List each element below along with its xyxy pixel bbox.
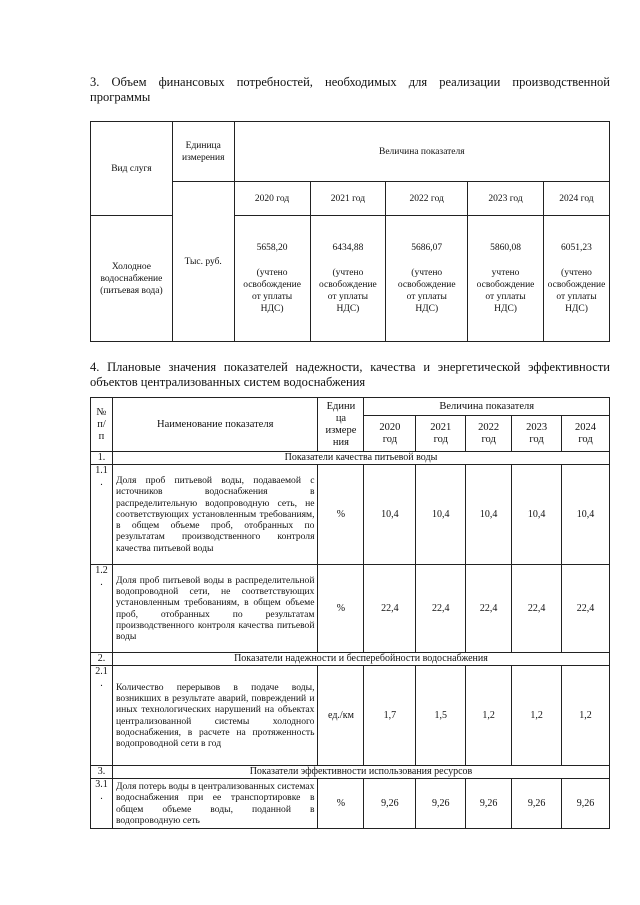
value-2024: 10,4 bbox=[562, 465, 610, 565]
value-2023: 9,26 bbox=[512, 779, 562, 829]
note-2024: (учтено освобождение от уплаты НДС) bbox=[547, 268, 606, 314]
value-2024: 9,26 bbox=[562, 779, 610, 829]
value-2024: 22,4 bbox=[562, 565, 610, 653]
year-2024: 2024 год bbox=[543, 182, 609, 216]
section-title: Показатели эффективности использования ресурсов bbox=[112, 766, 609, 779]
indicator-name: Доля проб питьевой воды в распределительной водопроводной сети, не соответствующих установленным требованиям, в общем объеме проб, отобранных по результатам производственного контроля качества питьевой воды bbox=[112, 565, 318, 653]
value-2023: 10,4 bbox=[512, 465, 562, 565]
year-2020: 2020 год bbox=[234, 182, 310, 216]
value-2020: 5658,20 bbox=[256, 243, 288, 253]
section3-title: 3. Объем финансовых потребностей, необходимых для реализации производственной программы bbox=[90, 75, 610, 104]
value-cell bbox=[310, 216, 386, 342]
value-2022: 1,2 bbox=[466, 666, 512, 766]
value-2020: 1,7 bbox=[364, 666, 416, 766]
year-2023: 2023 год bbox=[512, 416, 562, 452]
value-cell bbox=[468, 216, 544, 342]
indicator-name: Количество перерывов в подаче воды, возникших в результате аварий, повреждений и иных технологических нарушений на объектах централизованной системы холодного водоснабжения, в расчете на протяженность водопроводной сети в год bbox=[112, 666, 318, 766]
row-num: 1.2 . bbox=[91, 565, 113, 653]
row-num: 2.1 . bbox=[91, 666, 113, 766]
indicator-name: Доля проб питьевой воды, подаваемой с источников водоснабжения в распределительную водопроводную сеть, не соответствующих установленным требованиям, в общем объеме проб, отобранных по результатам производственного контроля качества питьевой воды bbox=[112, 465, 318, 565]
value-2023: 22,4 bbox=[512, 565, 562, 653]
value-2021: 6434,88 bbox=[332, 243, 364, 253]
value-2021: 9,26 bbox=[416, 779, 466, 829]
indicator-name: Доля потерь воды в централизованных системах водоснабжения при ее транспортировке в общем объеме воды, поданной в водопроводную сеть bbox=[112, 779, 318, 829]
value-2022: 10,4 bbox=[466, 465, 512, 565]
year-2024: 2024 год bbox=[562, 416, 610, 452]
section-num: 2. bbox=[91, 653, 113, 666]
header-name: Наименование показателя bbox=[112, 398, 318, 452]
unit-cell: Тыс. руб. bbox=[172, 182, 234, 342]
year-2021: 2021 год bbox=[310, 182, 386, 216]
year-2023: 2023 год bbox=[468, 182, 544, 216]
year-2021: 2021 год bbox=[416, 416, 466, 452]
indicators-table bbox=[90, 397, 610, 829]
value-2024: 1,2 bbox=[562, 666, 610, 766]
header-service: Вид слугя bbox=[91, 122, 173, 216]
indicator-unit: % bbox=[318, 465, 364, 565]
note-2023: учтено освобождение от уплаты НДС) bbox=[476, 268, 535, 314]
section-title: Показатели качества питьевой воды bbox=[112, 452, 609, 465]
note-2020: (учтено освобождение от уплаты НДС) bbox=[243, 268, 301, 314]
value-2022: 9,26 bbox=[466, 779, 512, 829]
section-num: 3. bbox=[91, 766, 113, 779]
value-cell bbox=[386, 216, 468, 342]
financial-needs-table bbox=[90, 121, 610, 342]
row-num: 3.1 . bbox=[91, 779, 113, 829]
indicator-unit: ед./км bbox=[318, 666, 364, 766]
value-2024: 6051,23 bbox=[561, 243, 592, 253]
value-2020: 10,4 bbox=[364, 465, 416, 565]
year-2020: 2020 год bbox=[364, 416, 416, 452]
note-2021: (учтено освобождение от уплаты НДС) bbox=[319, 268, 377, 314]
section-title: Показатели надежности и бесперебойности водоснабжения bbox=[112, 653, 609, 666]
value-2023: 5860,08 bbox=[490, 243, 521, 253]
year-2022: 2022 год bbox=[466, 416, 512, 452]
row-num: 1.1 . bbox=[91, 465, 113, 565]
value-2020: 22,4 bbox=[364, 565, 416, 653]
value-2022: 22,4 bbox=[466, 565, 512, 653]
value-cell bbox=[234, 216, 310, 342]
indicator-unit: % bbox=[318, 779, 364, 829]
header-unit: Единица измерения bbox=[172, 122, 234, 182]
indicator-unit: % bbox=[318, 565, 364, 653]
note-2022: (учтено освобождение от уплаты НДС) bbox=[397, 268, 456, 314]
header-unit: Едини ца измере ния bbox=[318, 398, 364, 452]
service-cell: Холодное водоснабжение (питьевая вода) bbox=[91, 216, 173, 342]
value-2021: 10,4 bbox=[416, 465, 466, 565]
value-2023: 1,2 bbox=[512, 666, 562, 766]
header-value: Величина показателя bbox=[364, 398, 610, 416]
value-2020: 9,26 bbox=[364, 779, 416, 829]
value-2021: 22,4 bbox=[416, 565, 466, 653]
header-value: Величина показателя bbox=[234, 122, 609, 182]
value-2021: 1,5 bbox=[416, 666, 466, 766]
value-cell bbox=[543, 216, 609, 342]
header-num: № п/ п bbox=[91, 398, 113, 452]
value-2022: 5686,07 bbox=[411, 243, 443, 253]
section-num: 1. bbox=[91, 452, 113, 465]
year-2022: 2022 год bbox=[386, 182, 468, 216]
section4-title: 4. Плановые значения показателей надежности, качества и энергетической эффективности объектов централизованных систем водоснабжения bbox=[90, 360, 610, 389]
